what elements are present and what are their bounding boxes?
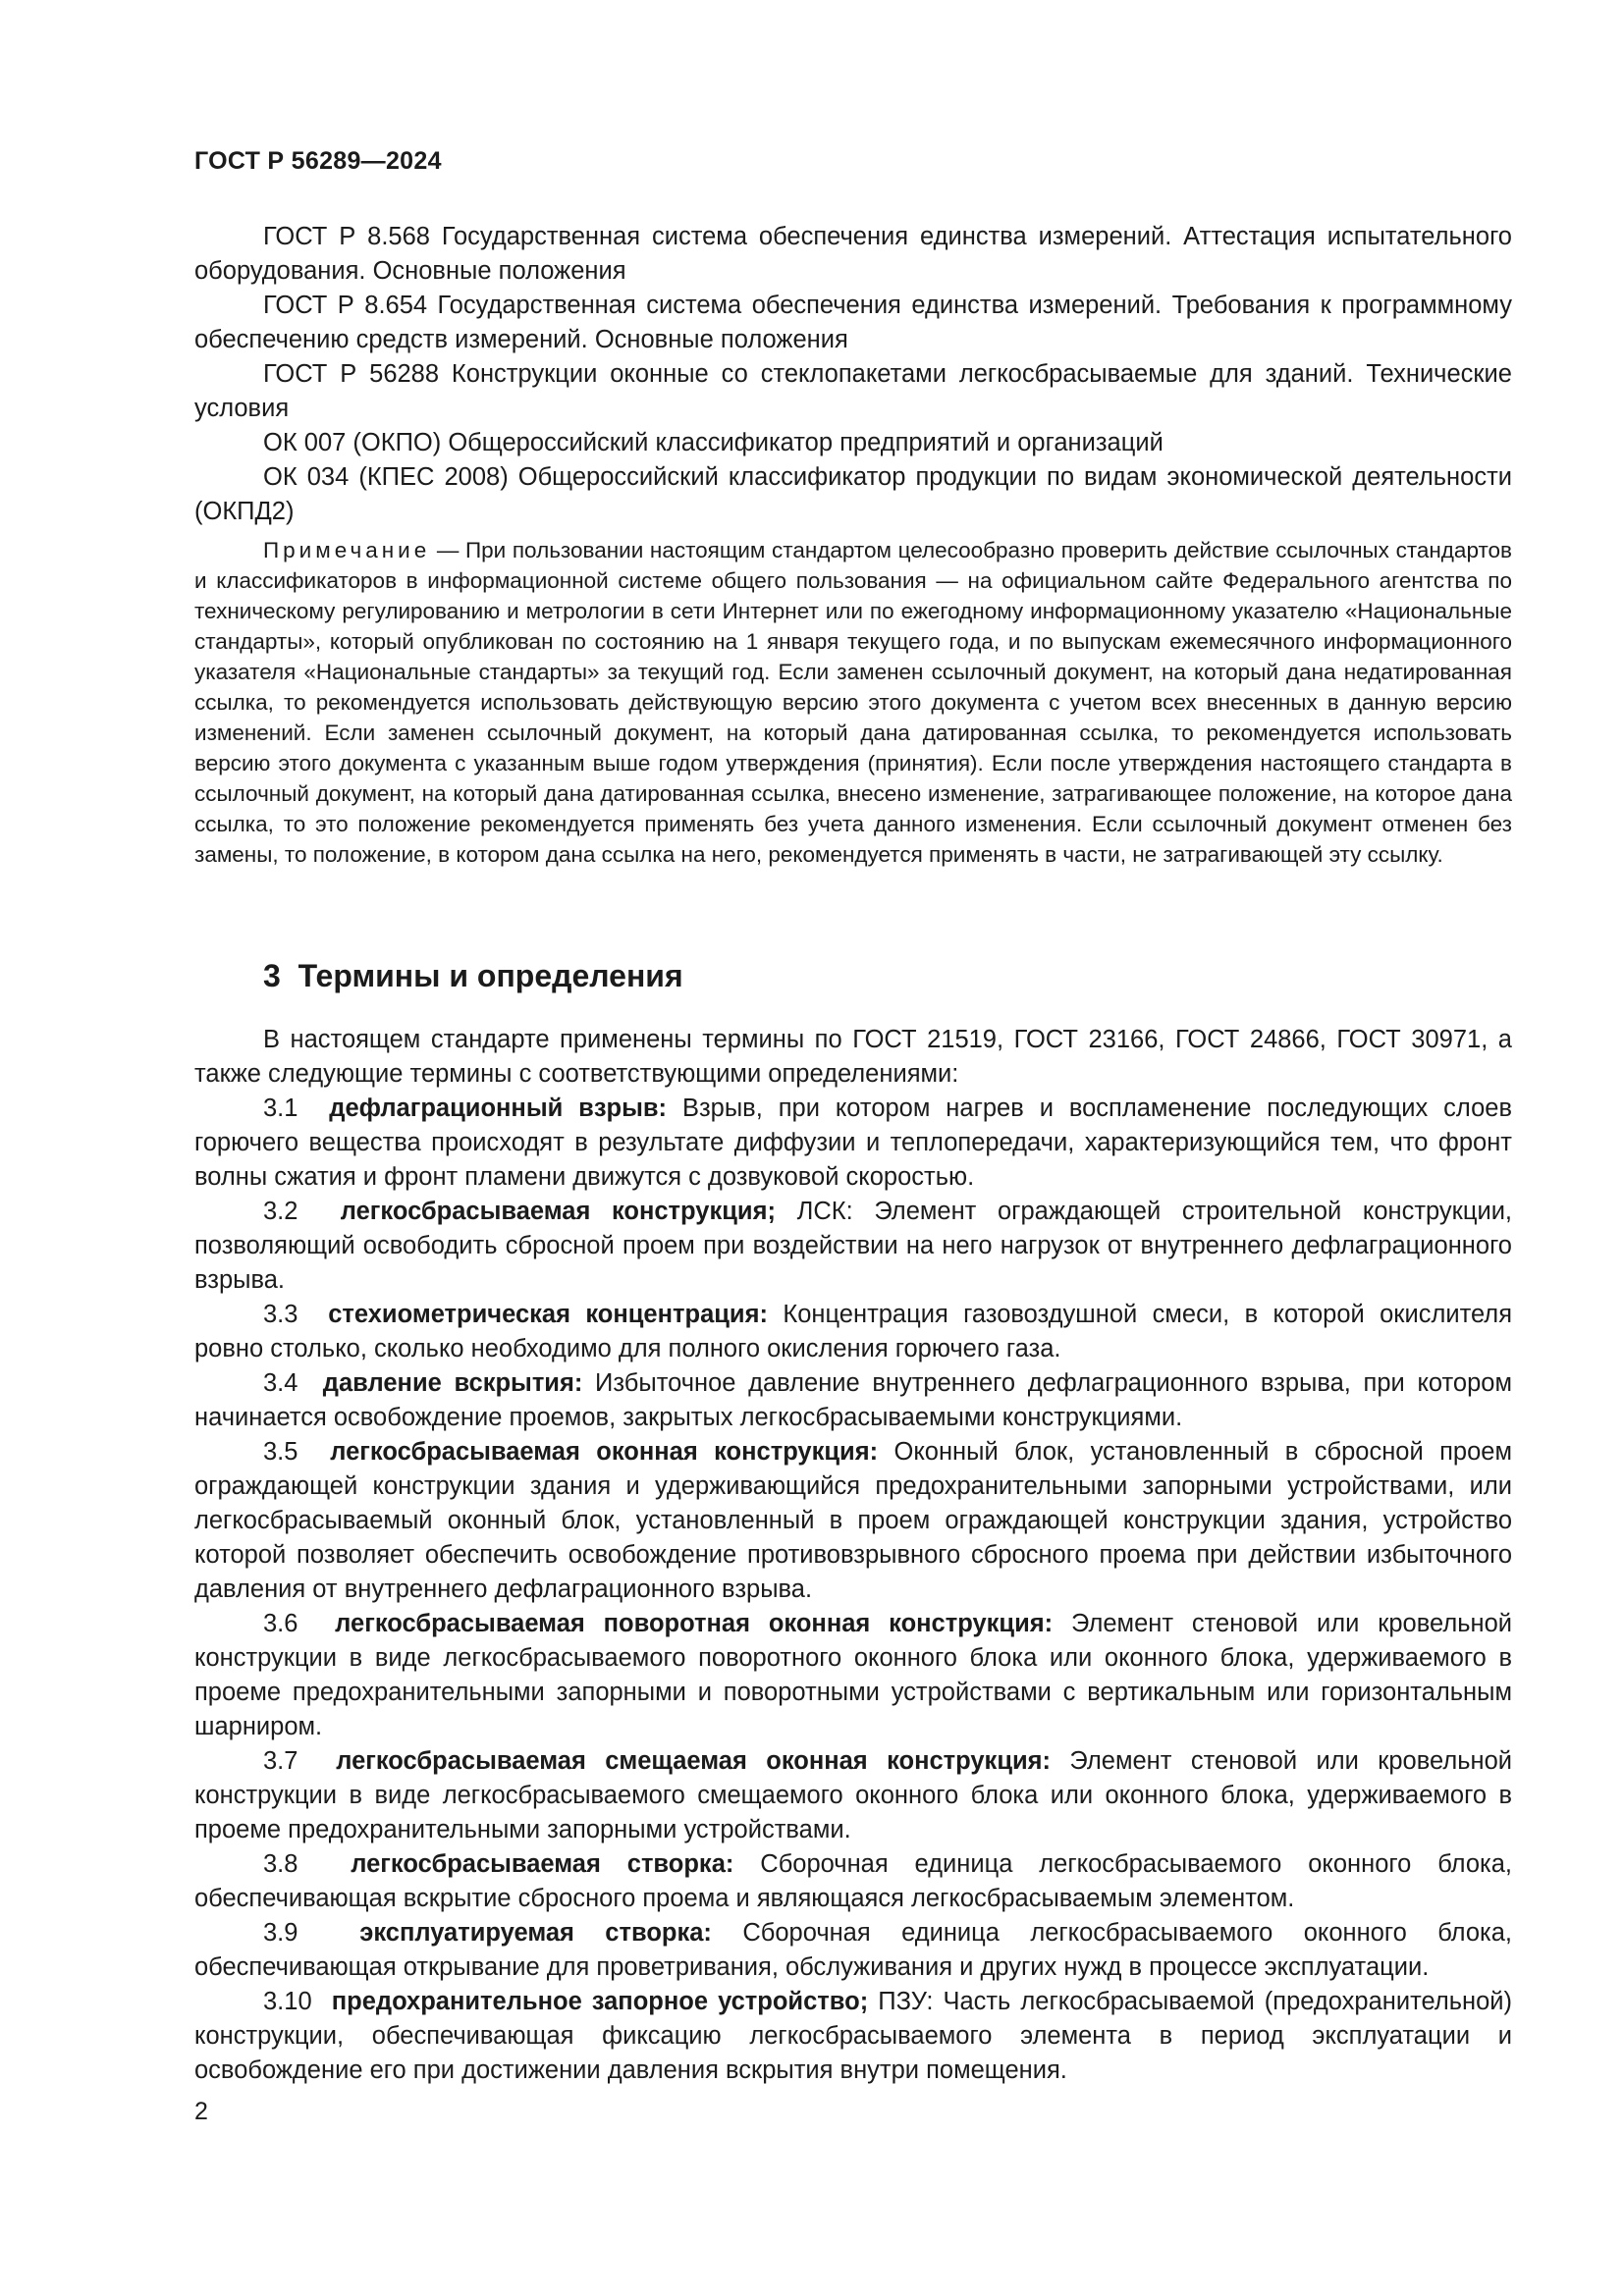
term-entry: [194, 1916, 1512, 1985]
term-definition: Элемент стеновой или кровельной конструкции в виде легкосбрасываемого поворотного оконного блока или оконного блока, удерживаемого в проеме предохранительными запорными и поворотными устройствами с вертикальным или горизонтальным шарниром.: [194, 1610, 1513, 1740]
reference-item: ОК 034 (КПЕС 2008) Общероссийский классификатор продукции по видам экономической деятельности (ОКПД2): [194, 463, 1512, 525]
term-number: 3.8: [263, 1850, 298, 1878]
reference-item: ОК 007 (ОКПО) Общероссийский классификатор предприятий и организаций: [263, 429, 1164, 456]
term-number: 3.5: [263, 1438, 298, 1466]
term-entry: [194, 1847, 1512, 1916]
term-definition: Сборочная единица легкосбрасываемого оконного блока, обеспечивающая вскрытие сбросного проема и являющаяся легкосбрасываемым элементом.: [194, 1850, 1513, 1912]
note-paragraph: [194, 535, 1512, 870]
term-number: 3.10: [263, 1988, 312, 2015]
term-number: 3.1: [263, 1095, 298, 1122]
term-entry: [194, 1435, 1512, 1607]
term-definition: Избыточное давление внутреннего дефлаграционного взрыва, при котором начинается освобождение проемов, закрытых легкосбрасываемыми конструкциями.: [194, 1369, 1512, 1431]
section-number: 3: [263, 958, 281, 993]
term-entry: [194, 1366, 1512, 1435]
term-entry: [194, 1607, 1512, 1744]
note-label: Примечание: [263, 538, 431, 562]
term-name: эксплуатируемая створка:: [359, 1919, 712, 1947]
term-name: предохранительное запорное устройство;: [331, 1988, 869, 2015]
term-number: 3.9: [263, 1919, 298, 1947]
term-definition: Оконный блок, установленный в сбросной проем ограждающей конструкции здания и удерживающийся предохранительными запорными устройствами, или легкосбрасываемый оконный блок, установленный в проем ограждающей конструкции здания, устройство которой позволяет обеспечить освобождение противовзрывного сбросного проема при действии избыточного давления от внутреннего дефлаграционного взрыва.: [194, 1438, 1512, 1603]
note-text: — При пользовании настоящим стандартом целесообразно проверить действие ссылочных стандартов и классификаторов в информационной системе общего пользования — на официальном сайте Федерального агентства по техническому регулированию и метрологии в сети Интернет или по ежегодному информационному указателю «Национальные стандарты», который опубликован по состоянию на 1 января текущего года, и по выпускам ежемесячного информационного указателя «Национальные стандарты» за текущий год. Если заменен ссылочный документ, на который дана недатированная ссылка, то рекомендуется использовать действующую версию этого документа с учетом всех внесенных в данную версию изменений. Если заменен ссылочный документ, на который дана датированная ссылка, то рекомендуется использовать версию этого документа с указанным выше годом утверждения (принятия). Если после утверждения настоящего стандарта в ссылочный документ, на который дана датированная ссылка, внесено изменение, затрагивающее положение, на которое дана ссылка, то это положение рекомендуется применять без учета данного изменения. Если ссылочный документ отменен без замены, то положение, в котором дана ссылка на него, рекомендуется применять в части, не затрагивающей эту ссылку.: [194, 538, 1512, 867]
term-definition: Сборочная единица легкосбрасываемого оконного блока, обеспечивающая открывание для проветривания, обслуживания и других нужд в процессе эксплуатации.: [194, 1919, 1513, 1981]
term-number: 3.3: [263, 1301, 298, 1328]
section-heading: [263, 958, 683, 994]
term-name: легкосбрасываемая смещаемая оконная конструкция:: [336, 1747, 1052, 1775]
intro-paragraph: В настоящем стандарте применены термины по ГОСТ 21519, ГОСТ 23166, ГОСТ 24866, ГОСТ 30971, а также следующие термины с соответствующими определениями:: [194, 1026, 1512, 1088]
section-title: Термины и определения: [298, 958, 683, 993]
term-name: давление вскрытия:: [322, 1369, 583, 1397]
term-definition: Концентрация газовоздушной смеси, в которой окислителя ровно столько, сколько необходимо для полного окисления горючего газа.: [194, 1301, 1512, 1362]
term-name: дефлаграционный взрыв:: [329, 1095, 668, 1122]
term-number: 3.2: [263, 1198, 298, 1225]
document-header: ГОСТ Р 56289—2024: [194, 147, 442, 175]
term-entry: [194, 1298, 1512, 1366]
term-entry: [194, 1092, 1512, 1195]
term-entry: [194, 1985, 1512, 2088]
references-list: [194, 220, 1512, 529]
term-name: легкосбрасываемая конструкция;: [340, 1198, 776, 1225]
term-definition: Элемент стеновой или кровельной конструкции в виде легкосбрасываемого смещаемого оконного блока или оконного блока, удерживаемого в проеме предохранительными запорными устройствами.: [194, 1747, 1513, 1843]
term-definition: ЛСК: Элемент ограждающей строительной конструкции, позволяющий освободить сбросной проем при воздействии на него нагрузок от внутреннего дефлаграционного взрыва.: [194, 1198, 1513, 1294]
reference-item: ГОСТ Р 8.654 Государственная система обеспечения единства измерений. Требования к программному обеспечению средств измерений. Основные положения: [194, 292, 1512, 353]
term-definition: ПЗУ: Часть легкосбрасываемой (предохранительной) конструкции, обеспечивающая фиксацию легкосбрасываемого элемента в период эксплуатации и освобождение его при достижении давления вскрытия внутри помещения.: [194, 1988, 1513, 2084]
term-definition: Взрыв, при котором нагрев и воспламенение последующих слоев горючего вещества происходят в результате диффузии и теплопередачи, характеризующийся тем, что фронт волны сжатия и фронт пламени движутся с дозвуковой скоростью.: [194, 1095, 1513, 1191]
terms-list: [194, 1023, 1512, 2088]
reference-item: ГОСТ Р 8.568 Государственная система обеспечения единства измерений. Аттестация испытательного оборудования. Основные положения: [194, 223, 1512, 285]
term-name: легкосбрасываемая оконная конструкция:: [330, 1438, 879, 1466]
term-number: 3.6: [263, 1610, 298, 1637]
term-entry: [194, 1744, 1512, 1847]
term-entry: [194, 1195, 1512, 1298]
reference-item: ГОСТ Р 56288 Конструкции оконные со стеклопакетами легкосбрасываемые для зданий. Технические условия: [194, 360, 1512, 422]
term-name: легкосбрасываемая поворотная оконная конструкция:: [335, 1610, 1054, 1637]
term-number: 3.4: [263, 1369, 298, 1397]
term-name: легкосбрасываемая створка:: [351, 1850, 734, 1878]
page-number: 2: [194, 2098, 208, 2125]
term-number: 3.7: [263, 1747, 298, 1775]
term-name: стехиометрическая концентрация:: [328, 1301, 768, 1328]
